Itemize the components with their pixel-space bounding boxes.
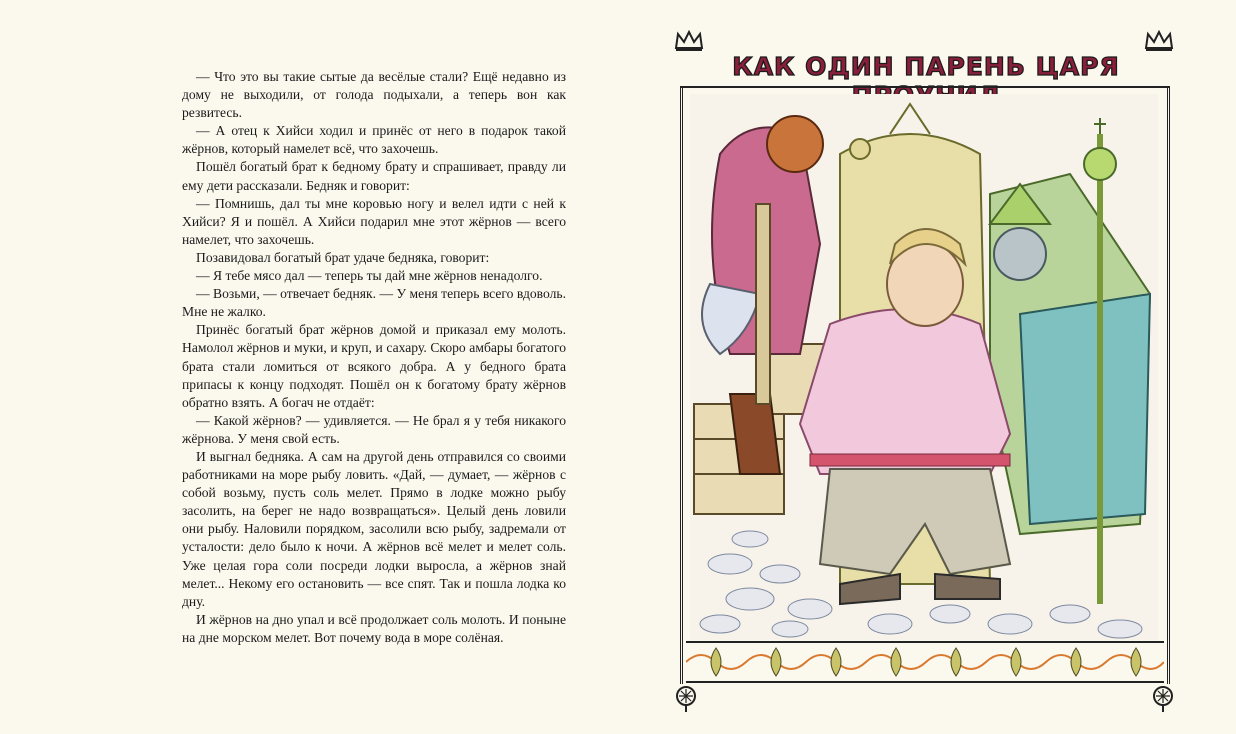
finial-icon [1152,684,1174,714]
ornament-border [686,640,1164,684]
paragraph: — Я тебе мясо дал — теперь ты дай мне жёрнов ненадолго. [196,268,543,284]
crown-icon [1144,30,1174,52]
paragraph: — Помнишь, дал ты мне коровью ногу и велел идти с ней к Хийси? Я и пошёл. А Хийси подарил мне этот жёрнов — всего намелет, что захочешь. [182,195,566,247]
paragraph: — Что это вы такие сытые да весёлые стали? Ещё недавно из дому не выходили, от голода подыхали, а теперь вон как резвитесь. [182,69,566,121]
paragraph: — Какой жёрнов? — удивляется. — Не брал я у тебя никакого жёрнова. У меня свой есть. [182,412,566,446]
paragraph: Принёс богатый брат жёрнов домой и приказал ему молоть. Намолол жёрнов и муки, и круп, и сахару. Скоро амбары богатого брата стали ломиться от всякого добра. А у бедного брата припасы к концу подходят. Пошёл он к богатому брату жёрнов обратно взять. А богач не отдаёт: [182,322,566,410]
paragraph: Пошёл богатый брат к бедному брату и спрашивает, правду ли ему дети рассказали. Бедняк и говорит: [182,159,566,193]
paragraph: И жёрнов на дно упал и всё продолжает соль молоть. И поныне на дне морском мелет. Вот почему вода в море солёная. [182,611,566,645]
paragraph: Позавидовал богатый брат удаче бедняка, говорит: [196,249,490,265]
story-text [182,68,566,647]
finial-icon [675,684,697,714]
crown-icon [674,30,704,52]
story-title: КАК ОДИН ПАРЕНЬ ЦАРЯ [732,52,1120,81]
paragraph: — Возьми, — отвечает бедняк. — У меня теперь всего вдоволь. Мне не жалко. [182,286,566,320]
paragraph: — А отец к Хийси ходил и принёс от него в подарок такой жёрнов, который намелет всё, что захочешь. [182,123,566,157]
illustration-tsar-throne [690,94,1158,640]
paragraph: И выгнал бедняка. А сам на другой день отправился со своими работниками на море рыбу ловить. «Дай, — думает, — жёрнов с собой возьму, пусть соль мелет. Прямо в лодке можно рыбу засолить, на берег не надо возвращаться». Целый день ловили они рыбу. Наловили порядком, засолили всю рыбу, задремали от усталости: дело было к ночи. А жёрнов всё мелет и мелет соль. Уже целая гора соли посреди лодки выросла, а жёрнов знай мелет... Некому его остановить — все спят. Так и пошла лодка ко дну. [182,448,566,609]
